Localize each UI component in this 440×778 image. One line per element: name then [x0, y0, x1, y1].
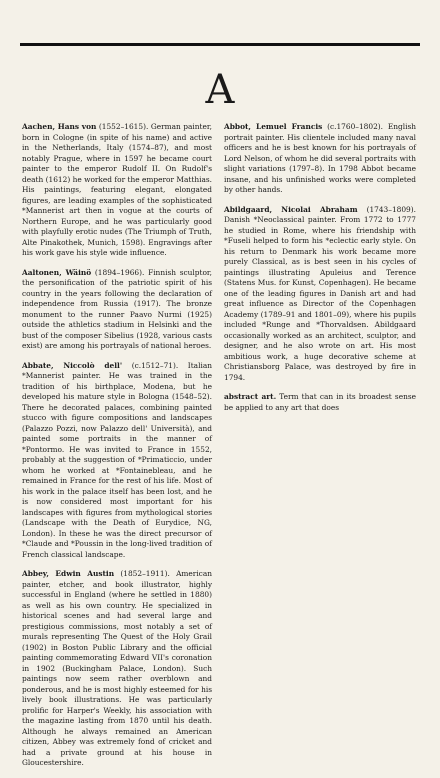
- entry-body: (1743–1809). Danish *Neoclassical painter. From 1772 to 1777 he studied in Rome, where his friendship with *Fuseli helped to form his *eclectic early style. On his return to Denmark his work became more purely Classical, as is best seen in his cycles of paintings illustrating Apuleius and Terence (Statens Mus. for Kunst, Copenhagen). He became one of the leading figures in Danish art and had great influence as Director of the Copenhagen Academy (1789–91 and 1801–09), where his pupils included *Runge and *Thorvaldsen. Abildgaard occasionally worked as an architect, sculptor, and designer, and he also wrote on art. His most ambitious work, a huge decorative scheme at Christiansborg Palace, was destroyed by fire in 1794.: [224, 204, 416, 382]
- entry-headword: Abbate, Niccolò dell': [22, 360, 123, 370]
- entry-headword: Aachen, Hans von: [22, 122, 97, 131]
- entry-aachen: [22, 122, 212, 259]
- entry-headword: Abbey, Edwin Austin: [22, 569, 115, 578]
- entry-body: (c.1760–1802). English portrait painter. His clientele included many naval officers and he is best known for his portrayals of Lord Nelson, of whom he did several portraits with slight variations (1797–8). In 1798 Abbot became insane, and his unfinished works were completed by other hands.: [224, 122, 416, 194]
- entry-abbate: [22, 361, 212, 561]
- entry-body: (c.1512–71). Italian *Mannerist painter. He was trained in the tradition of his birthplace, Modena, but he developed his mature style in Bologna (1548–52). There he decorated palaces, combining painted stucco with figure compositions and landscapes (Palazzo Pozzi, now Palazzo dell' Università), and painted some portraits in the manner of *Pontormo. He was invited to France in 1552, probably at the suggestion of *Primaticcio, under whom he worked at *Fontainebleau, and he remained in France for the rest of his life. Most of his work in the palace itself has been lost, and he is now considered most important for his landscapes with figures from mythological stories (Landscape with the Death of Eurydice, NG, London). In these he was the direct precursor of *Claude and *Poussin in the long-lived tradition of French classical landscape.: [22, 360, 212, 559]
- entry-headword: abstract art.: [224, 392, 277, 401]
- entry-headword: Aaltonen, Wäinö: [22, 267, 92, 277]
- section-letter: A: [205, 67, 235, 113]
- entry-body: (1852–1911). American painter, etcher, and book illustrator, highly successful in England (where he settled in 1880) as well as his own country. He specialized in historical scenes and had several large and prestigious commissions, most notably a set of murals representing The Quest of the Holy Grail (1902) in Boston Public Library and the official painting commemorating Edward VII's coronation in 1902 (Buckingham Palace, London). Such paintings now seem rather overblown and ponderous, and he is most highly esteemed for his lively book illustrations. He was particularly prolific for Harper's Weekly, his association with the magazine lasting from 1870 until his death. Although he always remained an American citizen, Abbey was extremely fond of cricket and had a private ground at his house in Gloucestershire.: [22, 569, 212, 767]
- entry-aaltonen: [22, 268, 212, 352]
- entry-headword: Abildgaard, Nicolai Abraham: [224, 204, 358, 214]
- entry-abstract-art: [224, 392, 416, 413]
- entry-body: (1552–1615). German painter, born in Cologne (in spite of his name) and active in the Netherlands, Italy (1574–87), and most notably Prague, where in 1597 he became court painter to the emperor Rudolf II. On Rudolf's death (1612) he worked for the emperor Matthias. His paintings, featuring elegant, elongated figures, are leading examples of the sophisticated *Mannerist art then in vogue at the courts of Northern Europe, and he was particularly good with playfully erotic nudes (The Triumph of Truth, Alte Pinakothek, Munich, 1598). Engravings after his work gave his style wide influence.: [22, 122, 212, 257]
- left-column: [22, 122, 212, 778]
- right-column: [224, 122, 416, 422]
- entry-body: (1894–1966). Finnish sculptor, the personification of the patriotic spirit of his country in the years following the declaration of independence from Russia (1917). The bronze monument to the runner Paavo Nurmi (1925) outside the athletics stadium in Helsinki and the bust of the composer Sibelius (1928, various casts exist) are among his portrayals of national heroes.: [22, 267, 212, 350]
- entry-body: Term that can in its broadest sense be applied to any art that does: [224, 392, 416, 412]
- header-rule: [20, 43, 420, 46]
- entry-abildgaard: [224, 205, 416, 384]
- entry-abbey: [22, 569, 212, 769]
- entry-abbot: [224, 122, 416, 196]
- entry-headword: Abbot, Lemuel Francis: [224, 122, 323, 131]
